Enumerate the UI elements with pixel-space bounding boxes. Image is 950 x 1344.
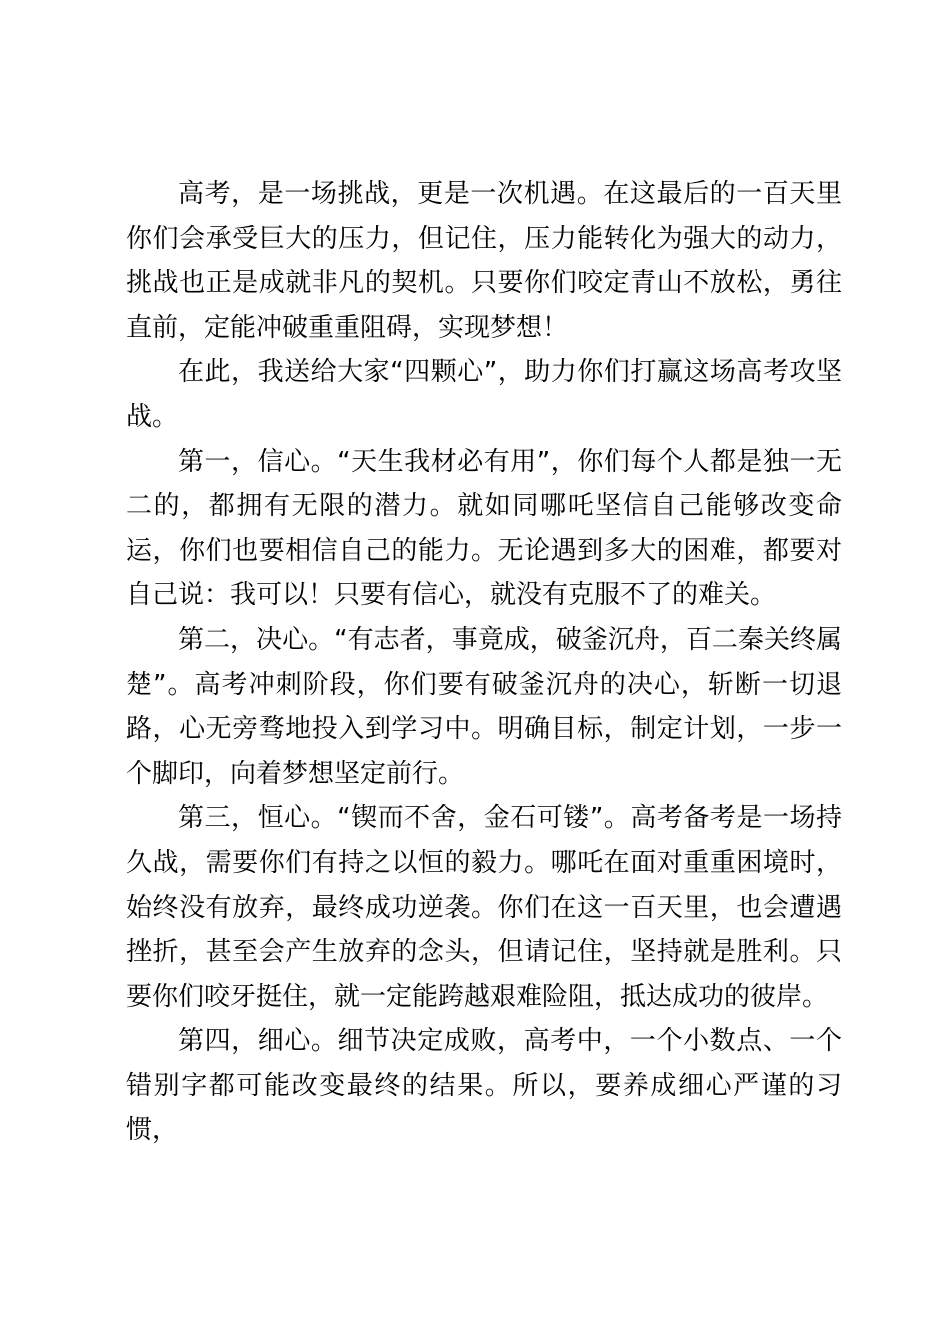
paragraph-confidence: 第一，信心。“天生我材必有用”，你们每个人都是独一无二的，都拥有无限的潜力。就如同哪吒坚信自己能够改变命运，你们也要相信自己的能力。无论遇到多大的困难，都要对自己说：我可以！只要有信心，就没有克服不了的难关。 (126, 446, 842, 611)
paragraph-four-hearts-intro: 在此，我送给大家“四颗心”，助力你们打赢这场高考攻坚战。 (126, 357, 842, 432)
paragraph-perseverance: 第三，恒心。“锲而不舍，金石可镂”。高考备考是一场持久战，需要你们有持之以恒的毅力。哪吒在面对重重困境时，始终没有放弃，最终成功逆袭。你们在这一百天里，也会遭遇挫折，甚至会产生放弃的念头，但请记住，坚持就是胜利。只要你们咬牙挺住，就一定能跨越艰难险阻，抵达成功的彼岸。 (126, 803, 842, 1012)
paragraph-carefulness: 第四，细心。细节决定成败，高考中，一个小数点、一个错别字都可能改变最终的结果。所以，要养成细心严谨的习惯， (126, 1026, 842, 1146)
paragraph-opening: 高考，是一场挑战，更是一次机遇。在这最后的一百天里你们会承受巨大的压力，但记住，压力能转化为强大的动力，挑战也正是成就非凡的契机。只要你们咬定青山不放松，勇往直前，定能冲破重重阻碍，实现梦想！ (126, 179, 842, 343)
document-body (126, 172, 842, 1153)
paragraph-determination: 第二，决心。“有志者，事竟成，破釜沉舟，百二秦关终属楚”。高考冲刺阶段，你们要有破釜沉舟的决心，斩断一切退路，心无旁骛地投入到学习中。明确目标，制定计划，一步一个脚印，向着梦想坚定前行。 (126, 624, 842, 789)
